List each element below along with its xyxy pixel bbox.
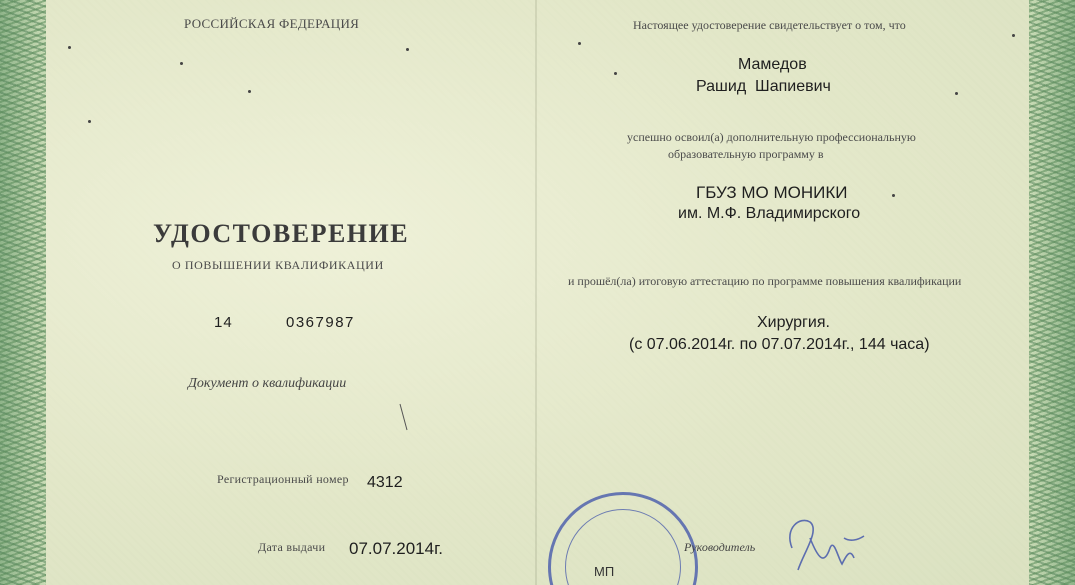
decor-dot (180, 62, 183, 65)
holder-surname: Мамедов (738, 56, 807, 73)
program-name: Хирургия. (757, 314, 830, 331)
registration-label: Регистрационный номер (217, 472, 349, 486)
mastered-text-line1: успешно освоил(а) дополнительную профессиональную (627, 130, 916, 144)
right-ornamental-border (1029, 0, 1075, 585)
decor-dot (248, 90, 251, 93)
decor-dot (1012, 34, 1015, 37)
official-seal (548, 492, 698, 585)
decor-dot (68, 46, 71, 49)
attestation-text: и прошёл(ла) итоговую аттестацию по программе повышения квалификации (568, 274, 962, 288)
mastered-text-line2: образовательную программу в (668, 147, 824, 161)
document-number: 0367987 (286, 314, 355, 331)
page-fold (535, 0, 537, 585)
decor-dot (88, 120, 91, 123)
stamp-mark: МП (594, 564, 615, 579)
decor-dot (406, 48, 409, 51)
document-title: УДОСТОВЕРЕНИЕ (153, 219, 410, 248)
country-heading: РОССИЙСКАЯ ФЕДЕРАЦИЯ (184, 16, 360, 31)
series-number: 14 (214, 314, 233, 331)
institution-named-after: им. М.Ф. Владимирского (678, 205, 861, 222)
intro-text: Настоящее удостоверение свидетельствует о том, что (633, 18, 906, 32)
document-subtitle: О ПОВЫШЕНИИ КВАЛИФИКАЦИИ (172, 258, 384, 272)
head-signature (780, 508, 870, 582)
decor-dot (892, 194, 895, 197)
holder-given-names: Рашид Шапиевич (696, 78, 831, 95)
left-ornamental-border (0, 0, 46, 585)
head-label: Руководитель (684, 540, 756, 554)
decor-dot (955, 92, 958, 95)
registration-number: 4312 (367, 474, 403, 491)
pen-mark (398, 402, 410, 432)
institution-name: ГБУЗ МО МОНИКИ (696, 183, 848, 202)
issue-date-label: Дата выдачи (258, 540, 326, 554)
document-type: Документ о квалификации (188, 376, 347, 391)
issue-date: 07.07.2014г. (349, 539, 443, 558)
decor-dot (614, 72, 617, 75)
program-period: (с 07.06.2014г. по 07.07.2014г., 144 часа) (629, 336, 930, 353)
decor-dot (578, 42, 581, 45)
